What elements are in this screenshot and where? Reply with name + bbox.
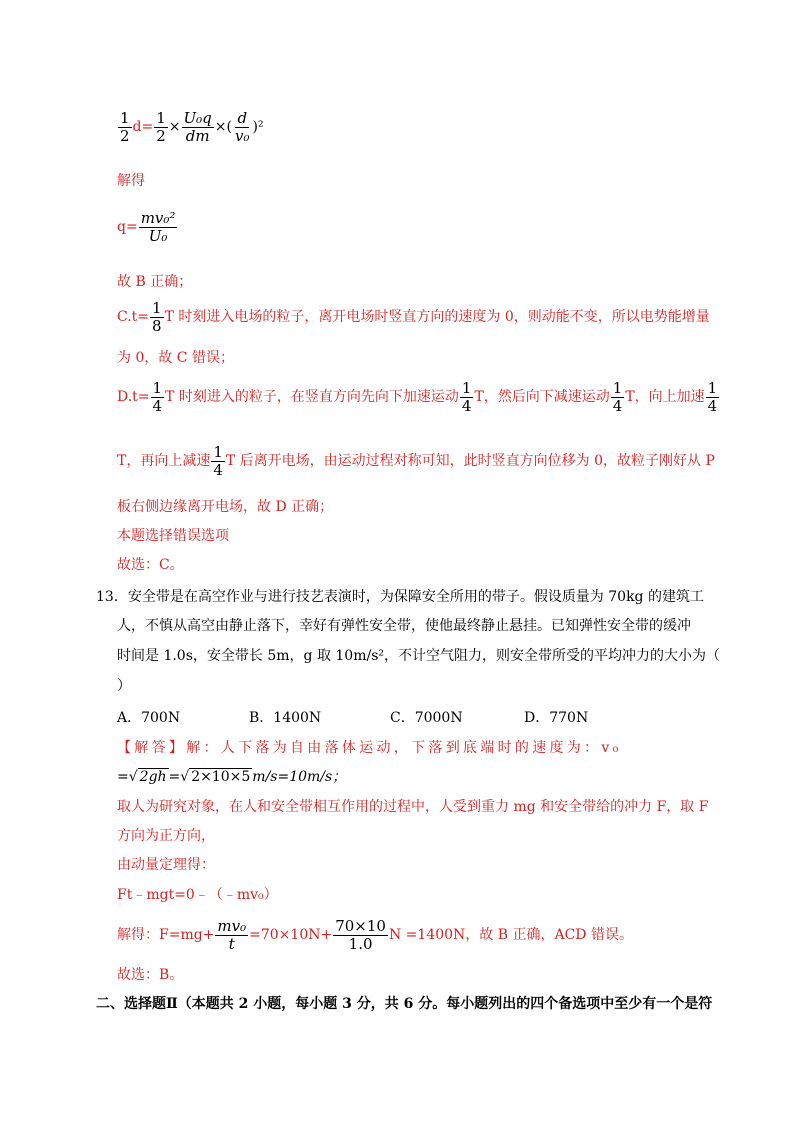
solution-line-2: =√ 2gh =√ 2×10×5 m/s=10m/s； [117,769,347,785]
answer-b: 故选：B。 [117,967,184,983]
fraction-quarter-3: $\frac{1}{4}$ [612,379,623,415]
solution-line-6: Ft﹣mgt=0﹣（﹣mv₀） [117,887,278,903]
solution-line-4: 方向为正方向， [117,828,215,844]
solution-line-1: 【解答】解：人下落为自由落体运动，下落到底端时的速度为：v₀ [117,740,622,756]
fraction-q: $\frac{\text{mv₀²}}{\text{U₀}}$ [140,209,176,245]
question-13-line-4: ） [117,678,131,694]
option-d: D．770N [524,710,589,726]
equation-1: $\frac{1}{2}$ d= $\frac{1}{2}$ × $\frac{\text{U₀q}}{dm}$ ×( $\frac{d}{\text{v₀}}$ )² [120,109,264,145]
fraction-quarter-5: $\frac{1}{4}$ [213,443,223,479]
option-a: A．700N [117,710,181,726]
option-c-line-2: 为 0，故 C 错误； [117,350,234,366]
fraction-quarter-2: $\frac{1}{4}$ [461,379,472,415]
question-13-line-1: 13．安全带是在高空作业与进行技艺表演时，为保障安全所用的带子。假设质量为 70kg 的建筑工 [96,589,704,605]
fraction-half-2: $\frac{1}{2}$ [156,109,166,145]
option-c-line-1: C.t= $\frac{1}{8}$ T 时刻进入电场的粒子，离开电场时竖直方向的速度为 0，则动能不变，所以电势能增量 [117,299,710,335]
choose-wrong-text: 本题选择错误选项 [117,528,229,544]
option-b: B．1400N [249,710,322,726]
solution-line-7: 解得：F=mg+ $\frac{\text{mv₀}}{t}$ =70×10N+ $\frac{70\times 10}{1.0}$ N =1400N，故 B 正确，ACD 错误。 [117,917,633,953]
equation-2: q= $\frac{\text{mv₀²}}{\text{U₀}}$ [117,209,176,245]
solve-label-1: 解得 [117,173,145,189]
question-13-line-2: 人，不慎从高空由静止落下，幸好有弹性安全带，使他最终静止悬挂。已知弹性安全带的缓冲 [117,618,691,634]
fraction-quarter-1: $\frac{1}{4}$ [152,379,163,415]
option-d-line-3: 板右侧边缘离开电场，故 D 正确； [117,499,334,515]
fraction-d-v0: $\frac{d}{\text{v₀}}$ [235,109,250,145]
fraction-700-1: $\frac{70\times 10}{1.0}$ [335,917,386,953]
fraction-mv0-t: $\frac{\text{mv₀}}{t}$ [217,917,247,953]
fraction-u0q: $\frac{\text{U₀q}}{dm}$ [183,109,212,145]
option-c: C．7000N [390,710,463,726]
fraction-half: $\frac{1}{2}$ [120,109,130,145]
option-d-line-2: T，再向上减速 $\frac{1}{4}$ T 后离开电场，由运动过程对称可知，此时竖直方向位移为 0，故粒子刚好从 P [117,443,715,479]
solution-line-5: 由动量定理得： [117,857,215,873]
fraction-quarter-4: $\frac{1}{4}$ [707,379,718,415]
section-2-heading: 二、选择题Ⅱ（本题共 2 小题，每小题 3 分，共 6 分。每小题列出的四个备选项中至少有一个是符 [96,996,713,1012]
question-13-line-3: 时间是 1.0s，安全带长 5m，g 取 10m/s²，不计空气阻力，则安全带所受的平均冲力的大小为（ [117,648,720,664]
answer-c: 故选：C。 [117,557,184,573]
b-correct-text: 故 B 正确； [117,274,193,290]
option-d-line-1: D.t= $\frac{1}{4}$ T 时刻进入的粒子，在竖直方向先向下加速运动 $\frac{1}{4}$ T，然后向下减速运动 $\frac{1}{4}$ T，向上加速 $\frac{1}{4}$ [117,379,718,415]
solution-line-3: 取人为研究对象，在人和安全带相互作用的过程中，人受到重力 mg 和安全带给的冲力 F，取 F [117,799,709,815]
fraction-one-eighth: $\frac{1}{8}$ [152,299,162,335]
